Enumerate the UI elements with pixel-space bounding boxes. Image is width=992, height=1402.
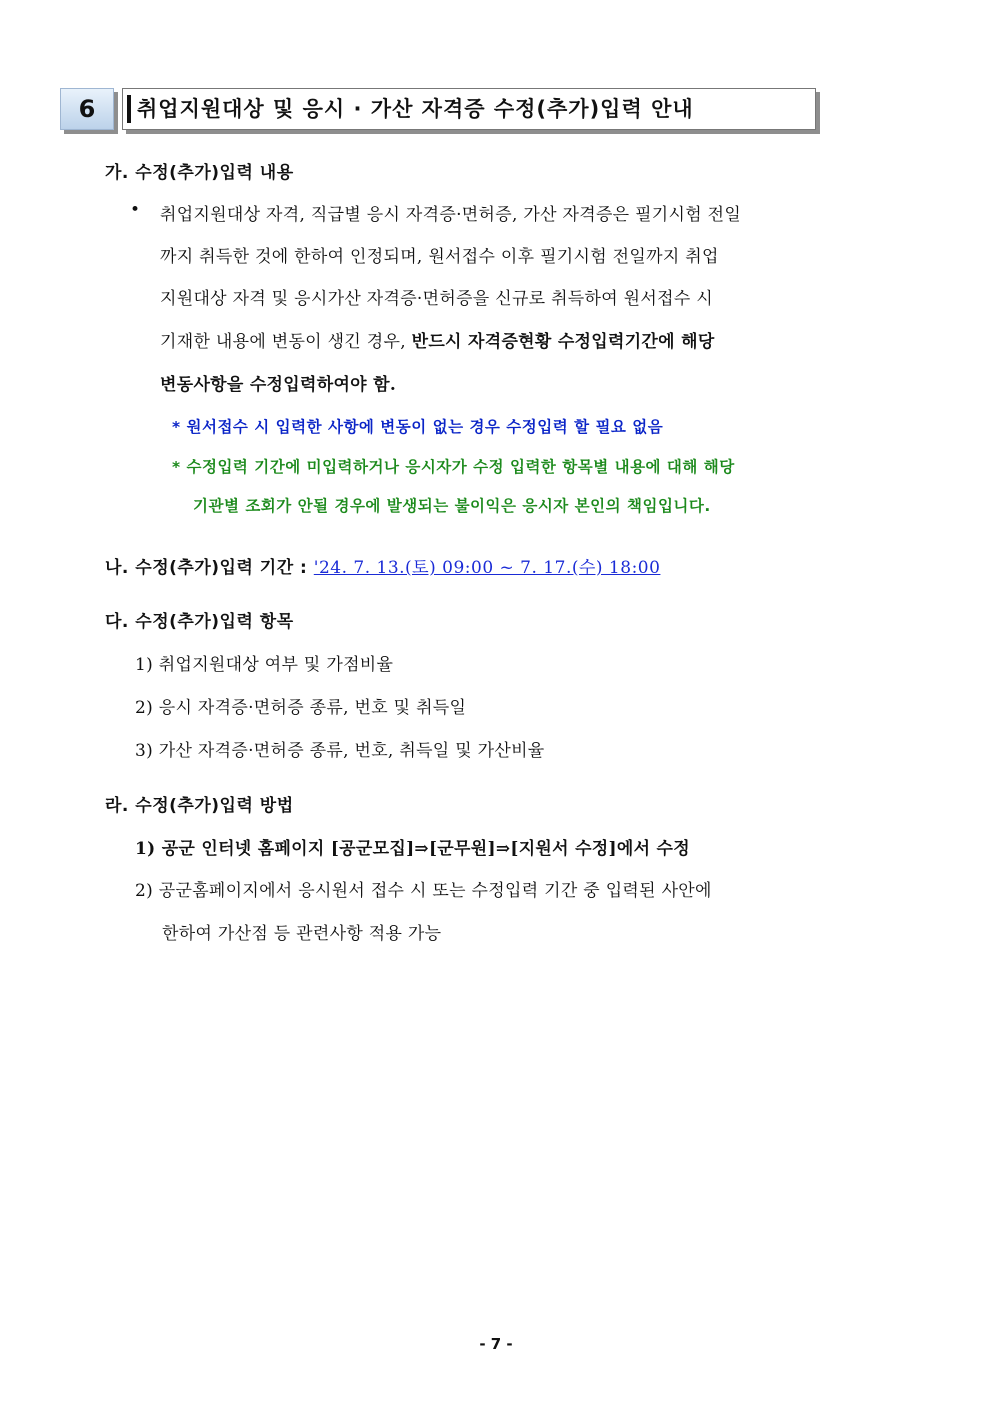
- list-item-c1: 1) 취업지원대상 여부 및 가점비율: [135, 655, 394, 675]
- page-number: - 7 -: [479, 1335, 513, 1353]
- list-item-c2: 2) 응시 자격증·면허증 종류, 번호 및 취득일: [135, 698, 467, 718]
- content-line-1: 취업지원대상 자격, 직급별 응시 자격증·면허증, 가산 자격증은 필기시험 전일: [160, 205, 742, 225]
- title-accent-bar: [127, 95, 131, 123]
- section-number-badge: 6: [60, 88, 114, 130]
- note-no-change: * 원서접수 시 입력한 사항에 변동이 없는 경우 수정입력 할 필요 없음: [172, 418, 664, 436]
- content-line-4-normal: 기재한 내용에 변동이 생긴 경우,: [160, 332, 412, 352]
- heading-d: 라. 수정(추가)입력 방법: [105, 796, 294, 816]
- note-responsibility-1: * 수정입력 기간에 미입력하거나 응시자가 수정 입력한 항목별 내용에 대해 해당: [172, 458, 735, 476]
- note-responsibility-2: 기관별 조회가 안될 경우에 발생되는 불이익은 응시자 본인의 책임입니다.: [193, 497, 711, 515]
- section-title-box: [122, 88, 816, 130]
- content-line-5-emphasis: 변동사항을 수정입력하여야 함.: [160, 375, 397, 395]
- content-line-4: [160, 327, 715, 352]
- bullet-marker: •: [130, 200, 141, 220]
- section-title: 취업지원대상 및 응시 · 가산 자격증 수정(추가)입력 안내: [137, 97, 694, 121]
- list-item-d2: 2) 공군홈페이지에서 응시원서 접수 시 또는 수정입력 기간 중 입력된 사안에: [135, 881, 712, 901]
- heading-c: 다. 수정(추가)입력 항목: [105, 612, 294, 632]
- heading-b: [105, 553, 660, 578]
- content-line-2: 까지 취득한 것에 한하여 인정되며, 원서접수 이후 필기시험 전일까지 취업: [160, 247, 719, 267]
- input-period-link[interactable]: '24. 7. 13.(토) 09:00 ~ 7. 17.(수) 18:00: [313, 558, 661, 578]
- list-item-d2-cont: 한하여 가산점 등 관련사항 적용 가능: [162, 924, 442, 944]
- list-item-d1: 1) 공군 인터넷 홈페이지 [공군모집]⇒[군무원]⇒[지원서 수정]에서 수정: [135, 839, 690, 859]
- content-line-3: 지원대상 자격 및 응시가산 자격증·면허증을 신규로 취득하여 원서접수 시: [160, 289, 713, 309]
- list-item-c3: 3) 가산 자격증·면허증 종류, 번호, 취득일 및 가산비율: [135, 741, 545, 761]
- heading-a: 가. 수정(추가)입력 내용: [105, 163, 294, 183]
- heading-b-label: 나. 수정(추가)입력 기간 :: [105, 558, 314, 578]
- content-line-4-emphasis: 반드시 자격증현황 수정입력기간에 해당: [411, 332, 715, 352]
